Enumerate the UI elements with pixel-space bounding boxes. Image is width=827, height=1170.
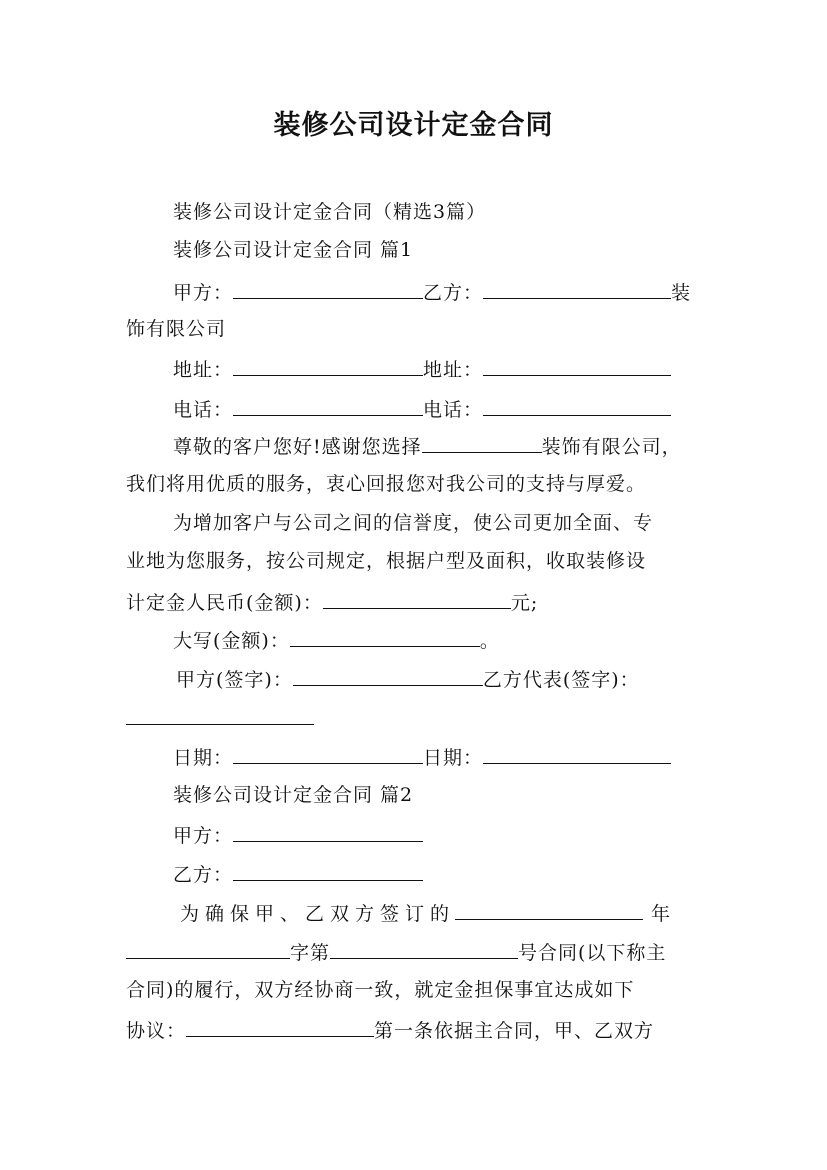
section-heading: 装修公司设计定金合同 篇1	[173, 239, 414, 261]
text-fragment: 第一条依据主合同，甲、乙双方	[374, 1020, 655, 1042]
fill-blank	[186, 1017, 374, 1037]
fill-blank	[422, 433, 542, 453]
text-fragment: 我们将用优质的服务，衷心回报您对我公司的支持与厚爱。	[126, 473, 647, 495]
text-line	[126, 472, 646, 496]
date-label: 日期：	[173, 747, 234, 769]
amount-words-label: 大写(金额)：	[173, 630, 290, 652]
text-line	[180, 900, 676, 926]
text-line	[173, 200, 486, 224]
text-line	[173, 433, 682, 459]
text-line	[126, 549, 646, 573]
fill-blank	[233, 822, 423, 842]
fill-blank	[483, 279, 671, 299]
text-line	[173, 511, 653, 535]
text-line	[126, 978, 634, 1002]
text-line	[173, 627, 500, 653]
text-line	[126, 1017, 654, 1043]
party-a-signature-label: 甲方(签字)：	[176, 669, 293, 691]
text-fragment: 尊敬的客户您好!感谢您选择	[173, 436, 422, 458]
party-b-signature-label: 乙方代表(签字)：	[482, 669, 640, 691]
date-label: 日期：	[423, 747, 484, 769]
party-a-label: 甲方：	[173, 825, 234, 847]
section-heading: 装修公司设计定金合同 篇2	[173, 784, 414, 806]
text-line	[173, 783, 413, 807]
fill-blank	[126, 939, 290, 959]
fill-blank	[290, 627, 480, 647]
fill-blank	[330, 939, 518, 959]
text-fragment: 饰有限公司	[126, 318, 227, 340]
fill-blank	[323, 589, 511, 609]
text-line	[173, 744, 671, 770]
text-fragment: 协议：	[126, 1020, 187, 1042]
fill-blank	[483, 744, 671, 764]
text-line	[173, 279, 691, 305]
fill-blank	[126, 705, 314, 725]
text-fragment: 元;	[510, 592, 539, 614]
phone-label: 电话：	[423, 399, 484, 421]
party-b-label: 乙方：	[423, 282, 484, 304]
text-line	[126, 705, 314, 731]
text-line	[173, 861, 423, 887]
text-fragment: 年	[651, 903, 677, 925]
fill-blank	[483, 396, 671, 416]
text-fragment: 业地为您服务，按公司规定，根据户型及面积，收取装修设	[126, 550, 647, 572]
text-fragment: 装饰有限公司，	[541, 436, 682, 458]
fill-blank	[293, 666, 483, 686]
document-title: 装修公司设计定金合同	[273, 110, 554, 141]
text-line	[126, 589, 538, 615]
text-fragment: 合同)的履行，双方经协商一致，就定金担保事宜达成如下	[126, 979, 635, 1001]
text-line	[126, 317, 226, 341]
phone-label: 电话：	[173, 399, 234, 421]
text-fragment: 装	[671, 282, 692, 304]
party-a-label: 甲方：	[173, 282, 234, 304]
text-line	[126, 939, 666, 965]
subtitle: 装修公司设计定金合同（精选3篇）	[173, 201, 487, 223]
text-line	[176, 666, 640, 692]
text-line	[173, 822, 423, 848]
text-fragment: 。	[479, 630, 500, 652]
fill-blank	[233, 279, 423, 299]
fill-blank	[233, 744, 423, 764]
address-label: 地址：	[423, 359, 484, 381]
fill-blank	[233, 861, 423, 881]
text-fragment: 字第	[290, 942, 331, 964]
text-line	[173, 238, 413, 262]
fill-blank	[455, 900, 643, 920]
text-fragment: 号合同(以下称主	[518, 942, 667, 964]
party-b-label: 乙方：	[173, 864, 234, 886]
text-fragment: 为确保甲、乙双方签订的	[180, 903, 456, 925]
text-line	[173, 396, 671, 422]
amount-label: 计定金人民币(金额)：	[126, 592, 323, 614]
fill-blank	[233, 396, 423, 416]
fill-blank	[483, 356, 671, 376]
address-label: 地址：	[173, 359, 234, 381]
fill-blank	[233, 356, 423, 376]
text-line	[173, 356, 671, 382]
text-fragment: 为增加客户与公司之间的信誉度，使公司更加全面、专	[173, 512, 654, 534]
